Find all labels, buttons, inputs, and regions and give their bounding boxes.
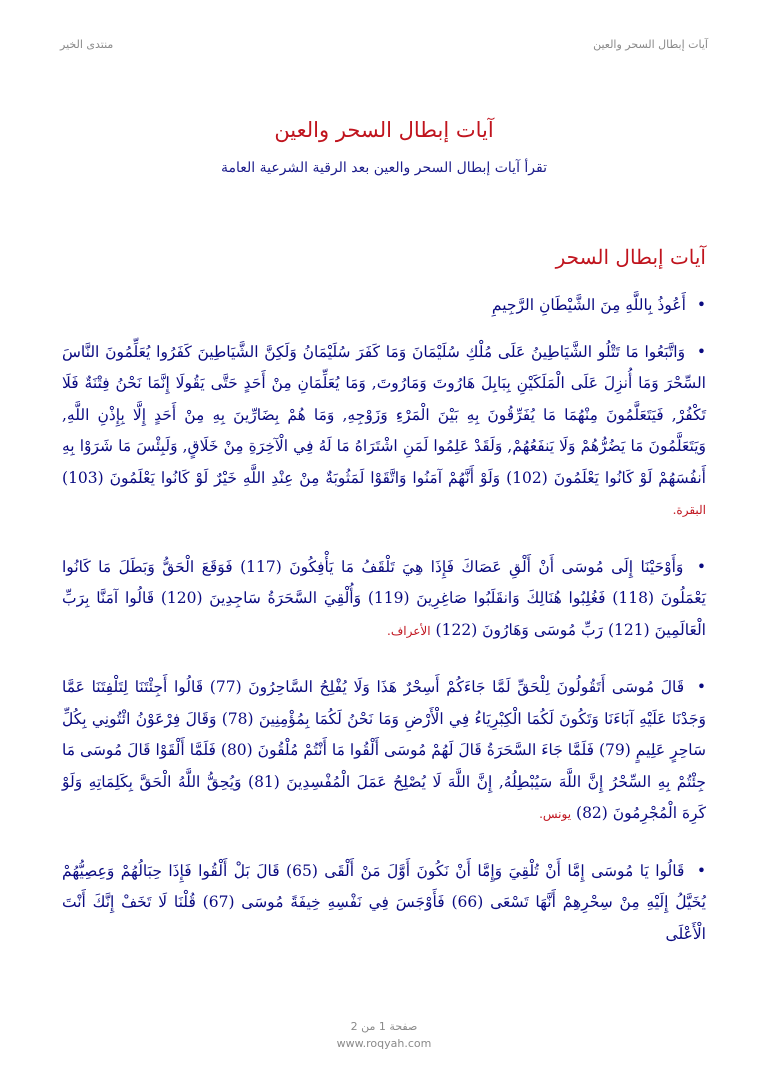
verse-paragraph <box>62 856 706 951</box>
verse-text: قَالُوا يَا مُوسَى إِمَّا أَنْ تُلْقِيَ وَإِمَّا أَنْ نَكُونَ أَوَّلَ مَنْ أَلْقَى (65) قَالَ بَلْ أَلْقُوا فَإِذَا حِبَالُهُمْ وَعِصِيُّهُمْ يُخَيَّلُ إِلَيْهِ مِنْ سِحْرِهِمْ أَنَّهَا تَسْعَى (66) فَأَوْجَسَ فِي نَفْسِهِ خِيفَةً مُوسَى (67) قُلْنَا لَا تَخَفْ إِنَّكَ أَنْتَ الْأَعْلَى <box>62 861 706 943</box>
verse-paragraph <box>62 672 706 831</box>
verse-text: وَأَوْحَيْنَا إِلَى مُوسَى أَنْ أَلْقِ عَصَاكَ فَإِذَا هِيَ تَلْقَفُ مَا يَأْفِكُونَ (117) فَوَقَعَ الْحَقُّ وَبَطَلَ مَا كَانُوا يَعْمَلُونَ (118) فَغُلِبُوا هُنَالِكَ وَانقَلَبُوا صَاغِرِينَ (119) وَأُلْقِيَ السَّحَرَةُ سَاجِدِينَ (120) قَالُوا آمَنَّا بِرَبِّ الْعَالَمِينَ (121) رَبِّ مُوسَى وَهَارُونَ (122) <box>62 557 706 639</box>
surah-reference: يونس. <box>539 807 572 821</box>
header-doc-name: آيات إبطال السحر والعين <box>593 38 708 51</box>
verses-container <box>62 290 706 975</box>
surah-reference: البقرة. <box>672 503 706 517</box>
header-site-name: منتدى الخير <box>60 38 114 51</box>
section-heading: آيات إبطال السحر <box>555 245 706 269</box>
page-header <box>60 38 708 54</box>
document-subtitle: تقرأ آيات إبطال السحر والعين بعد الرقية الشرعية العامة <box>220 160 548 176</box>
bullet-icon: • <box>696 678 706 696</box>
bullet-icon: • <box>696 296 706 314</box>
bullet-icon: • <box>696 861 706 880</box>
document-title: آيات إبطال السحر والعين <box>274 118 494 142</box>
page-number: صفحة 1 من 2 <box>350 1020 418 1033</box>
verse-text: أَعُوذُ بِاللَّهِ مِنَ الشَّيْطَانِ الرَّجِيمِ <box>491 296 686 314</box>
verse-text: قَالَ مُوسَى أَتَقُولُونَ لِلْحَقِّ لَمَّا جَاءَكُمْ أَسِحْرٌ هَذَا وَلَا يُفْلِحُ السَّاحِرُونَ (77) قَالُوا أَجِئْتَنَا لِتَلْفِتَنَا عَمَّا وَجَدْنَا عَلَيْهِ آبَاءَنَا وَتَكُونَ لَكُمَا الْكِبْرِيَاءُ فِي الْأَرْضِ وَمَا نَحْنُ لَكُمَا بِمُؤْمِنِينَ (78) وَقَالَ فِرْعَوْنُ ائْتُونِي بِكُلِّ سَاحِرٍ عَلِيمٍ (79) فَلَمَّا جَاءَ السَّحَرَةُ قَالَ لَهُمْ مُوسَى أَلْقُوا مَا أَنْتُمْ مُلْقُونَ (80) فَلَمَّا أَلْقَوْا قَالَ مُوسَى مَا جِئْتُمْ بِهِ السِّحْرُ إِنَّ اللَّهَ سَيُبْطِلُهُ, إِنَّ اللَّهَ لَا يُصْلِحُ عَمَلَ الْمُفْسِدِينَ (81) وَيُحِقُّ اللَّهُ الْحَقَّ بِكَلِمَاتِهِ وَلَوْ كَرِهَ الْمُجْرِمُونَ (82) <box>62 678 707 822</box>
verse-paragraph <box>62 552 706 648</box>
bullet-icon: • <box>696 342 706 361</box>
verse-paragraph <box>62 337 706 527</box>
page-footer <box>0 1018 768 1052</box>
verse-paragraph <box>62 290 706 322</box>
surah-reference: الأعراف. <box>387 623 431 638</box>
bullet-icon: • <box>696 557 706 576</box>
verse-text: وَاتَّبَعُوا مَا تَتْلُو الشَّيَاطِينُ عَلَى مُلْكِ سُلَيْمَانَ وَمَا كَفَرَ سُلَيْمَانُ وَلَكِنَّ الشَّيَاطِينَ كَفَرُوا يُعَلِّمُونَ النَّاسَ السِّحْرَ وَمَا أُنزِلَ عَلَى الْمَلَكَيْنِ بِبَابِلَ هَارُوتَ وَمَارُوتَ, وَمَا يُعَلِّمَانِ مِنْ أَحَدٍ حَتَّى يَقُولَا إِنَّمَا نَحْنُ فِتْنَةٌ فَلَا تَكْفُرْ, فَيَتَعَلَّمُونَ مِنْهُمَا مَا يُفَرِّقُونَ بِهِ بَيْنَ الْمَرْءِ وَزَوْجِهِ, وَمَا هُمْ بِضَارِّينَ بِهِ مِنْ أَحَدٍ إِلَّا بِإِذْنِ اللَّهِ, وَيَتَعَلَّمُونَ مَا يَضُرُّهُمْ وَلَا يَنفَعُهُمْ, وَلَقَدْ عَلِمُوا لَمَنِ اشْتَرَاهُ مَا لَهُ فِي الْآخِرَةِ مِنْ خَلَاقٍ, وَلَبِئْسَ مَا شَرَوْا بِهِ أَنفُسَهُمْ لَوْ كَانُوا يَعْلَمُونَ (102) وَلَوْ أَنَّهُمْ آمَنُوا وَاتَّقَوْا لَمَثُوبَةٌ مِنْ عِنْدِ اللَّهِ خَيْرٌ لَوْ كَانُوا يَعْلَمُونَ (103) <box>62 342 706 487</box>
website-link[interactable]: www.roqyah.com <box>336 1037 432 1050</box>
